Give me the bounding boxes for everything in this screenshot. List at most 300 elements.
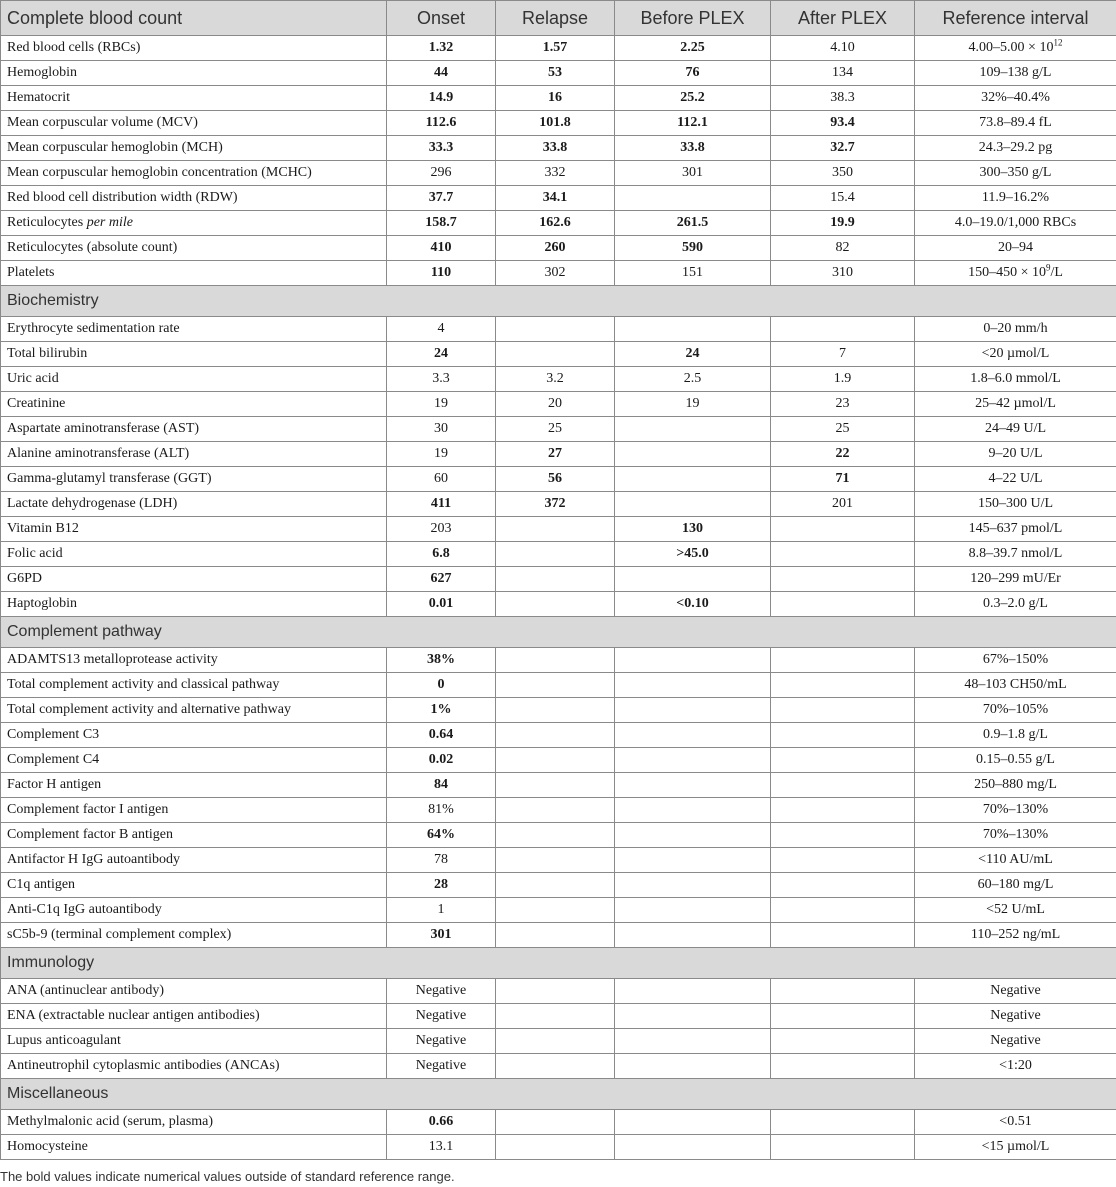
column-header-after-plex: After PLEX [771, 1, 915, 36]
value-cell: 296 [387, 161, 496, 186]
reference-interval-cell [915, 823, 1116, 848]
section-title: Complement pathway [1, 617, 1116, 648]
value-cell: 0.01 [387, 592, 496, 617]
value-cell [496, 342, 615, 367]
value-cell: 130 [615, 517, 771, 542]
value-cell: 2.5 [615, 367, 771, 392]
test-name: ADAMTS13 metalloprotease activity [7, 652, 218, 667]
value-cell: 1.57 [496, 36, 615, 61]
test-name-cell [1, 442, 387, 467]
value-cell [496, 873, 615, 898]
value-cell: 19 [387, 392, 496, 417]
table-row [1, 467, 1116, 492]
test-name: Alanine aminotransferase (ALT) [7, 446, 190, 461]
table-row [1, 698, 1116, 723]
reference-interval-cell [915, 517, 1116, 542]
value-cell: 410 [387, 236, 496, 261]
reference-interval-cell [915, 136, 1116, 161]
section-header-row [1, 617, 1116, 648]
value-cell: 1 [387, 898, 496, 923]
reference-interval: 145–637 pmol/L [968, 521, 1063, 536]
test-name: Lactate dehydrogenase (LDH) [7, 496, 178, 511]
value-cell [615, 492, 771, 517]
value-cell: 0.02 [387, 748, 496, 773]
value-cell: 84 [387, 773, 496, 798]
test-name: Uric acid [7, 371, 59, 386]
reference-interval-cell [915, 798, 1116, 823]
value-cell: 81% [387, 798, 496, 823]
table-row [1, 1004, 1116, 1029]
table-row [1, 161, 1116, 186]
value-cell: 203 [387, 517, 496, 542]
test-name-cell [1, 723, 387, 748]
reference-interval-cell [915, 748, 1116, 773]
value-cell: 25.2 [615, 86, 771, 111]
test-name: Complement factor I antigen [7, 802, 169, 817]
value-cell: 25 [496, 417, 615, 442]
value-cell [496, 1135, 615, 1160]
table-row [1, 136, 1116, 161]
test-name-cell [1, 979, 387, 1004]
test-name: Factor H antigen [7, 777, 102, 792]
value-cell [771, 1135, 915, 1160]
test-name-cell [1, 1029, 387, 1054]
test-name: Hematocrit [7, 90, 70, 105]
value-cell [615, 648, 771, 673]
reference-interval: 250–880 mg/L [974, 777, 1057, 792]
reference-interval: 60–180 mg/L [977, 877, 1054, 892]
table-row [1, 111, 1116, 136]
reference-interval: 24–49 U/L [984, 421, 1047, 436]
test-name: Total bilirubin [7, 346, 88, 361]
table-row [1, 979, 1116, 1004]
test-name: Complement C4 [7, 752, 100, 767]
test-name-cell [1, 367, 387, 392]
test-name: Lupus anticoagulant [7, 1033, 121, 1048]
column-header-relapse: Relapse [496, 1, 615, 36]
reference-interval: <1:20 [999, 1058, 1032, 1073]
value-cell: 64% [387, 823, 496, 848]
test-name: Mean corpuscular hemoglobin (MCH) [7, 140, 223, 155]
value-cell: 162.6 [496, 211, 615, 236]
value-cell [496, 773, 615, 798]
test-name: Antineutrophil cytoplasmic antibodies (ANCAs) [7, 1058, 280, 1073]
value-cell [615, 748, 771, 773]
value-cell: 3.3 [387, 367, 496, 392]
value-cell [496, 592, 615, 617]
test-name-cell [1, 467, 387, 492]
value-cell: 19 [387, 442, 496, 467]
value-cell: 38.3 [771, 86, 915, 111]
value-cell: <0.10 [615, 592, 771, 617]
value-cell: 201 [771, 492, 915, 517]
value-cell [771, 898, 915, 923]
value-cell [615, 442, 771, 467]
value-cell [615, 1029, 771, 1054]
test-name-cell [1, 317, 387, 342]
value-cell [496, 979, 615, 1004]
table-row [1, 61, 1116, 86]
reference-interval-cell [915, 648, 1116, 673]
value-cell: 76 [615, 61, 771, 86]
value-cell [496, 1029, 615, 1054]
value-cell: 2.25 [615, 36, 771, 61]
value-cell [615, 798, 771, 823]
value-cell [771, 848, 915, 873]
value-cell: 260 [496, 236, 615, 261]
test-name: Haptoglobin [7, 596, 77, 611]
test-name-cell [1, 698, 387, 723]
value-cell [496, 542, 615, 567]
reference-interval-cell [915, 979, 1116, 1004]
table-row [1, 342, 1116, 367]
test-name-cell [1, 161, 387, 186]
value-cell [615, 1110, 771, 1135]
test-name-cell [1, 36, 387, 61]
test-name-cell [1, 492, 387, 517]
table-row [1, 211, 1116, 236]
value-cell [771, 723, 915, 748]
table-row [1, 648, 1116, 673]
test-name-italic: per mile [86, 215, 133, 230]
test-name: ENA (extractable nuclear antigen antibodies) [7, 1008, 260, 1023]
value-cell: 350 [771, 161, 915, 186]
reference-interval-cell [915, 161, 1116, 186]
test-name-cell [1, 517, 387, 542]
test-name: Creatinine [7, 396, 66, 411]
table-row [1, 873, 1116, 898]
reference-interval-cell [915, 898, 1116, 923]
test-name-cell [1, 392, 387, 417]
value-cell: 15.4 [771, 186, 915, 211]
reference-interval: 73.8–89.4 fL [979, 115, 1052, 130]
reference-interval: 150–300 U/L [977, 496, 1054, 511]
value-cell: 301 [615, 161, 771, 186]
test-name-cell [1, 773, 387, 798]
test-name-cell [1, 873, 387, 898]
value-cell: 0 [387, 673, 496, 698]
value-cell [615, 1135, 771, 1160]
table-row [1, 392, 1116, 417]
value-cell: 24 [615, 342, 771, 367]
value-cell [615, 317, 771, 342]
test-name-cell [1, 1054, 387, 1079]
value-cell: 13.1 [387, 1135, 496, 1160]
table-row [1, 1135, 1116, 1160]
reference-interval-cell [915, 111, 1116, 136]
reference-interval-cell [915, 417, 1116, 442]
reference-interval-cell [915, 442, 1116, 467]
table-row [1, 898, 1116, 923]
value-cell: 302 [496, 261, 615, 286]
reference-interval: <15 µmol/L [981, 1139, 1050, 1154]
value-cell: 44 [387, 61, 496, 86]
value-cell: Negative [387, 979, 496, 1004]
reference-interval-cell [915, 567, 1116, 592]
reference-interval-cell [915, 773, 1116, 798]
table-row [1, 417, 1116, 442]
reference-interval-cell [915, 1054, 1116, 1079]
table-row [1, 923, 1116, 948]
value-cell: 1.32 [387, 36, 496, 61]
value-cell [771, 1029, 915, 1054]
test-name-cell [1, 567, 387, 592]
reference-interval-cell [915, 542, 1116, 567]
value-cell [496, 567, 615, 592]
value-cell [771, 923, 915, 948]
reference-exponent: 9 [1045, 262, 1051, 273]
value-cell [615, 698, 771, 723]
test-name: Anti-C1q IgG autoantibody [7, 902, 162, 917]
reference-interval-cell [915, 592, 1116, 617]
table-row [1, 36, 1116, 61]
reference-interval-cell [915, 467, 1116, 492]
value-cell: 93.4 [771, 111, 915, 136]
value-cell: 158.7 [387, 211, 496, 236]
table-row [1, 1029, 1116, 1054]
reference-interval: 48–103 CH50/mL [964, 677, 1067, 692]
value-cell [771, 823, 915, 848]
value-cell [615, 823, 771, 848]
header-row [1, 1, 1116, 36]
test-name: Gamma-glutamyl transferase (GGT) [7, 471, 212, 486]
value-cell [615, 923, 771, 948]
value-cell [615, 417, 771, 442]
value-cell: 14.9 [387, 86, 496, 111]
value-cell [496, 898, 615, 923]
value-cell: 22 [771, 442, 915, 467]
table-row [1, 798, 1116, 823]
test-name: Complement factor B antigen [7, 827, 174, 842]
test-name: Folic acid [7, 546, 63, 561]
value-cell [771, 873, 915, 898]
value-cell [771, 1004, 915, 1029]
value-cell: 33.3 [387, 136, 496, 161]
value-cell: 19.9 [771, 211, 915, 236]
reference-interval: 109–138 g/L [979, 65, 1052, 80]
value-cell: Negative [387, 1029, 496, 1054]
value-cell [615, 1054, 771, 1079]
reference-interval: 4.0–19.0/1,000 RBCs [954, 215, 1077, 230]
reference-interval-cell [915, 1110, 1116, 1135]
reference-interval-cell [915, 342, 1116, 367]
value-cell [771, 979, 915, 1004]
section-header-row [1, 286, 1116, 317]
test-name: Aspartate aminotransferase (AST) [7, 421, 200, 436]
reference-interval-cell [915, 392, 1116, 417]
section-title: Miscellaneous [1, 1079, 1116, 1110]
value-cell [771, 567, 915, 592]
test-name: Reticulocytes [7, 215, 87, 230]
reference-interval: 32%–40.4% [981, 90, 1050, 105]
value-cell: 34.1 [496, 186, 615, 211]
test-name-cell [1, 923, 387, 948]
table-row [1, 261, 1116, 286]
reference-interval-cell [915, 923, 1116, 948]
reference-interval: 8.8–39.7 nmol/L [968, 546, 1063, 561]
value-cell: 411 [387, 492, 496, 517]
test-name: Complement C3 [7, 727, 100, 742]
table-row [1, 442, 1116, 467]
table-footnote: The bold values indicate numerical values outside of standard reference range. [0, 1169, 455, 1184]
value-cell: 25 [771, 417, 915, 442]
value-cell [496, 848, 615, 873]
reference-exponent: 12 [1053, 37, 1063, 48]
section-header-row [1, 1079, 1116, 1110]
value-cell [496, 1004, 615, 1029]
value-cell [771, 648, 915, 673]
value-cell [496, 923, 615, 948]
value-cell [771, 773, 915, 798]
test-name-cell [1, 848, 387, 873]
value-cell [615, 186, 771, 211]
test-name: ANA (antinuclear antibody) [7, 983, 165, 998]
value-cell: 0.64 [387, 723, 496, 748]
value-cell: 28 [387, 873, 496, 898]
value-cell [496, 698, 615, 723]
value-cell: 112.1 [615, 111, 771, 136]
value-cell [615, 848, 771, 873]
value-cell [615, 567, 771, 592]
value-cell: 3.2 [496, 367, 615, 392]
table-row [1, 773, 1116, 798]
test-name-cell [1, 342, 387, 367]
value-cell [771, 542, 915, 567]
reference-interval: 70%–130% [982, 827, 1049, 842]
table-row [1, 517, 1116, 542]
test-name: Total complement activity and alternative pathway [7, 702, 291, 717]
reference-interval: Negative [990, 1033, 1041, 1048]
value-cell [615, 773, 771, 798]
value-cell [496, 648, 615, 673]
table-row [1, 673, 1116, 698]
table-row [1, 542, 1116, 567]
test-name-cell [1, 673, 387, 698]
reference-interval: <52 U/mL [986, 902, 1045, 917]
test-name: Red blood cell distribution width (RDW) [7, 190, 238, 205]
test-name: C1q antigen [7, 877, 76, 892]
value-cell [615, 673, 771, 698]
reference-interval: 150–450 × 10 [968, 265, 1046, 280]
value-cell [615, 979, 771, 1004]
value-cell [496, 517, 615, 542]
reference-interval: 11.9–16.2% [981, 190, 1050, 205]
value-cell: 590 [615, 236, 771, 261]
test-name-cell [1, 417, 387, 442]
reference-interval-cell [915, 261, 1116, 286]
value-cell: 0.66 [387, 1110, 496, 1135]
reference-interval: 24.3–29.2 pg [978, 140, 1053, 155]
value-cell [771, 592, 915, 617]
test-name-cell [1, 211, 387, 236]
test-name: Homocysteine [7, 1139, 88, 1154]
reference-interval-cell [915, 367, 1116, 392]
value-cell: 56 [496, 467, 615, 492]
value-cell [771, 698, 915, 723]
value-cell: 4 [387, 317, 496, 342]
table-body [1, 36, 1116, 1160]
value-cell: 23 [771, 392, 915, 417]
value-cell: 301 [387, 923, 496, 948]
column-header-reference-interval: Reference interval [915, 1, 1116, 36]
reference-interval: Negative [990, 983, 1041, 998]
test-name-cell [1, 136, 387, 161]
reference-interval: 120–299 mU/Er [970, 571, 1061, 586]
reference-interval-cell [915, 36, 1116, 61]
value-cell [496, 1054, 615, 1079]
reference-interval: 110–252 ng/mL [970, 927, 1061, 942]
test-name: Mean corpuscular hemoglobin concentration (MCHC) [7, 165, 312, 180]
table-row [1, 86, 1116, 111]
value-cell: 627 [387, 567, 496, 592]
table-row [1, 723, 1116, 748]
value-cell [771, 1110, 915, 1135]
reference-interval: 70%–130% [982, 802, 1049, 817]
value-cell [771, 673, 915, 698]
reference-interval: 0.15–0.55 g/L [976, 752, 1055, 767]
column-header-before-plex: Before PLEX [615, 1, 771, 36]
value-cell [771, 748, 915, 773]
table-row [1, 592, 1116, 617]
test-name: Vitamin B12 [7, 521, 79, 536]
value-cell: 32.7 [771, 136, 915, 161]
reference-interval: 0.9–1.8 g/L [983, 727, 1048, 742]
reference-interval: 1.8–6.0 mmol/L [970, 371, 1061, 386]
test-name-cell [1, 1004, 387, 1029]
reference-interval: 0–20 mm/h [983, 321, 1048, 336]
value-cell [496, 748, 615, 773]
value-cell: 53 [496, 61, 615, 86]
value-cell: 24 [387, 342, 496, 367]
reference-unit: /L [1050, 265, 1063, 280]
reference-interval: <20 µmol/L [981, 346, 1050, 361]
reference-interval-cell [915, 1004, 1116, 1029]
value-cell: 372 [496, 492, 615, 517]
value-cell: 71 [771, 467, 915, 492]
test-name-cell [1, 111, 387, 136]
value-cell: Negative [387, 1004, 496, 1029]
value-cell: 110 [387, 261, 496, 286]
column-header-test: Complete blood count [1, 1, 387, 36]
value-cell: 37.7 [387, 186, 496, 211]
value-cell [496, 723, 615, 748]
reference-interval-cell [915, 211, 1116, 236]
reference-interval-cell [915, 492, 1116, 517]
reference-interval: 300–350 g/L [979, 165, 1052, 180]
table-row [1, 823, 1116, 848]
reference-interval: 70%–105% [982, 702, 1049, 717]
test-name-cell [1, 236, 387, 261]
reference-interval-cell [915, 236, 1116, 261]
test-name: Antifactor H IgG autoantibody [7, 852, 181, 867]
value-cell [496, 673, 615, 698]
test-name-cell [1, 186, 387, 211]
value-cell: 332 [496, 161, 615, 186]
test-name: sC5b-9 (terminal complement complex) [7, 927, 232, 942]
test-name-cell [1, 748, 387, 773]
table-row [1, 848, 1116, 873]
test-name-cell [1, 86, 387, 111]
value-cell: 7 [771, 342, 915, 367]
value-cell: 1% [387, 698, 496, 723]
reference-interval-cell [915, 61, 1116, 86]
reference-interval: 0.3–2.0 g/L [983, 596, 1048, 611]
test-name: G6PD [7, 571, 43, 586]
test-name-cell [1, 898, 387, 923]
value-cell [771, 317, 915, 342]
reference-interval: 67%–150% [982, 652, 1049, 667]
test-name-cell [1, 61, 387, 86]
